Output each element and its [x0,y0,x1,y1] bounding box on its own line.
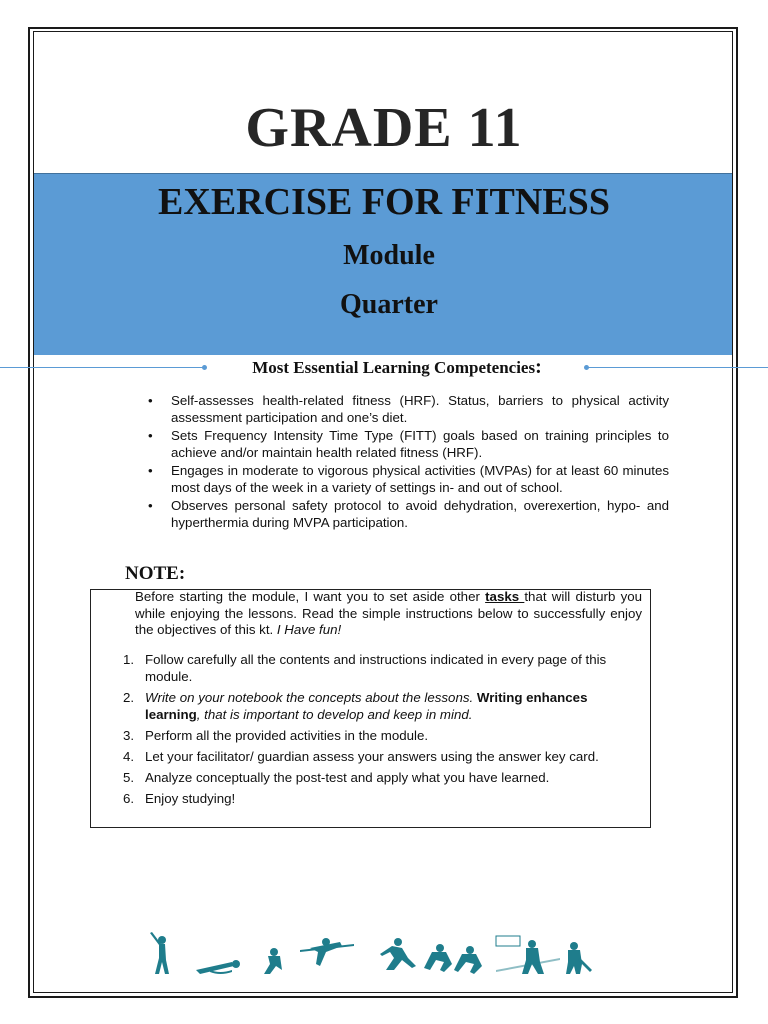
volleyball-player-icon [496,936,560,974]
competency-text: Self-assesses health-related fitness (HRF). Status, barriers to physical activity assessment participation and one’s diet. [171,393,669,425]
module-label: Module [343,240,435,271]
list-item [120,727,645,744]
bullet-icon: • [148,393,153,408]
high-jumper-icon [300,938,354,966]
grade-title: GRADE 11 [245,97,523,159]
quarter-label: Quarter [340,289,438,320]
step-text-end: , that is important to develop and keep in mind. [196,707,473,722]
step-number: 1. [123,652,135,667]
step-text: Write on your notebook the concepts about the lessons. [145,690,477,705]
step-number: 3. [123,728,135,743]
bullet-icon: • [148,463,153,478]
list-item [148,392,669,426]
bullet-icon: • [148,428,153,443]
list-item [120,769,645,786]
swimmer-icon [196,960,240,974]
list-item [148,462,669,496]
competency-text: Observes personal safety protocol to avoid dehydration, overexertion, hypo- and hyperthermia during MVPA participation. [171,498,669,530]
step-text: Perform all the provided activities in the module. [145,728,429,743]
step-text: Follow carefully all the contents and instructions indicated in every page of this module. [145,652,607,684]
step-number: 4. [123,749,135,764]
sports-silhouettes-icon [140,930,600,980]
hockey-player-icon [566,942,592,974]
runner-icon [380,938,416,970]
note-tasks-emphasis: tasks [485,589,525,604]
bullet-icon: • [148,498,153,513]
list-item [120,651,645,685]
competencies-heading [0,356,768,379]
subject-title: EXERCISE FOR FITNESS [158,181,610,223]
instructions-list [120,651,645,811]
competencies-heading-text: Most Essential Learning Competencies [252,358,536,377]
note-intro [135,589,642,639]
competency-text: Engages in moderate to vigorous physical activities (MVPAs) for at least 60 minutes most days of the week in a variety of settings in- and out of school. [171,463,669,495]
note-intro-text: Before starting the module, I want you to set aside other [135,589,486,604]
list-item [120,689,645,723]
note-intro-text-2: that will disturb you while enjoying the lessons. Read the simple instructions below to successfully enjoy the objectives of this kt. [135,589,643,637]
relay-runners-icon [424,944,482,974]
list-item [148,427,669,461]
step-text: Analyze conceptually the post-test and apply what you have learned. [145,770,550,785]
step-text: Let your facilitator/ guardian assess your answers using the answer key card. [145,749,599,764]
competency-text: Sets Frequency Intensity Time Type (FITT) goals based on training principles to achieve and/or maintain health related fitness (HRF). [171,428,669,460]
step-number: 2. [123,690,135,705]
list-item [120,748,645,765]
note-heading: NOTE: [125,563,186,584]
list-item [120,790,645,807]
list-item [148,497,669,531]
step-number: 6. [123,791,135,806]
curler-icon [264,948,282,974]
step-text-bold: Writing enhances learning [145,690,588,722]
step-text: Enjoy studying! [145,791,236,806]
step-number: 5. [123,770,135,785]
note-have-fun: I Have fun! [276,622,342,637]
competencies-heading-colon: : [535,356,542,378]
golfer-icon [150,932,169,974]
competencies-list [148,392,669,532]
